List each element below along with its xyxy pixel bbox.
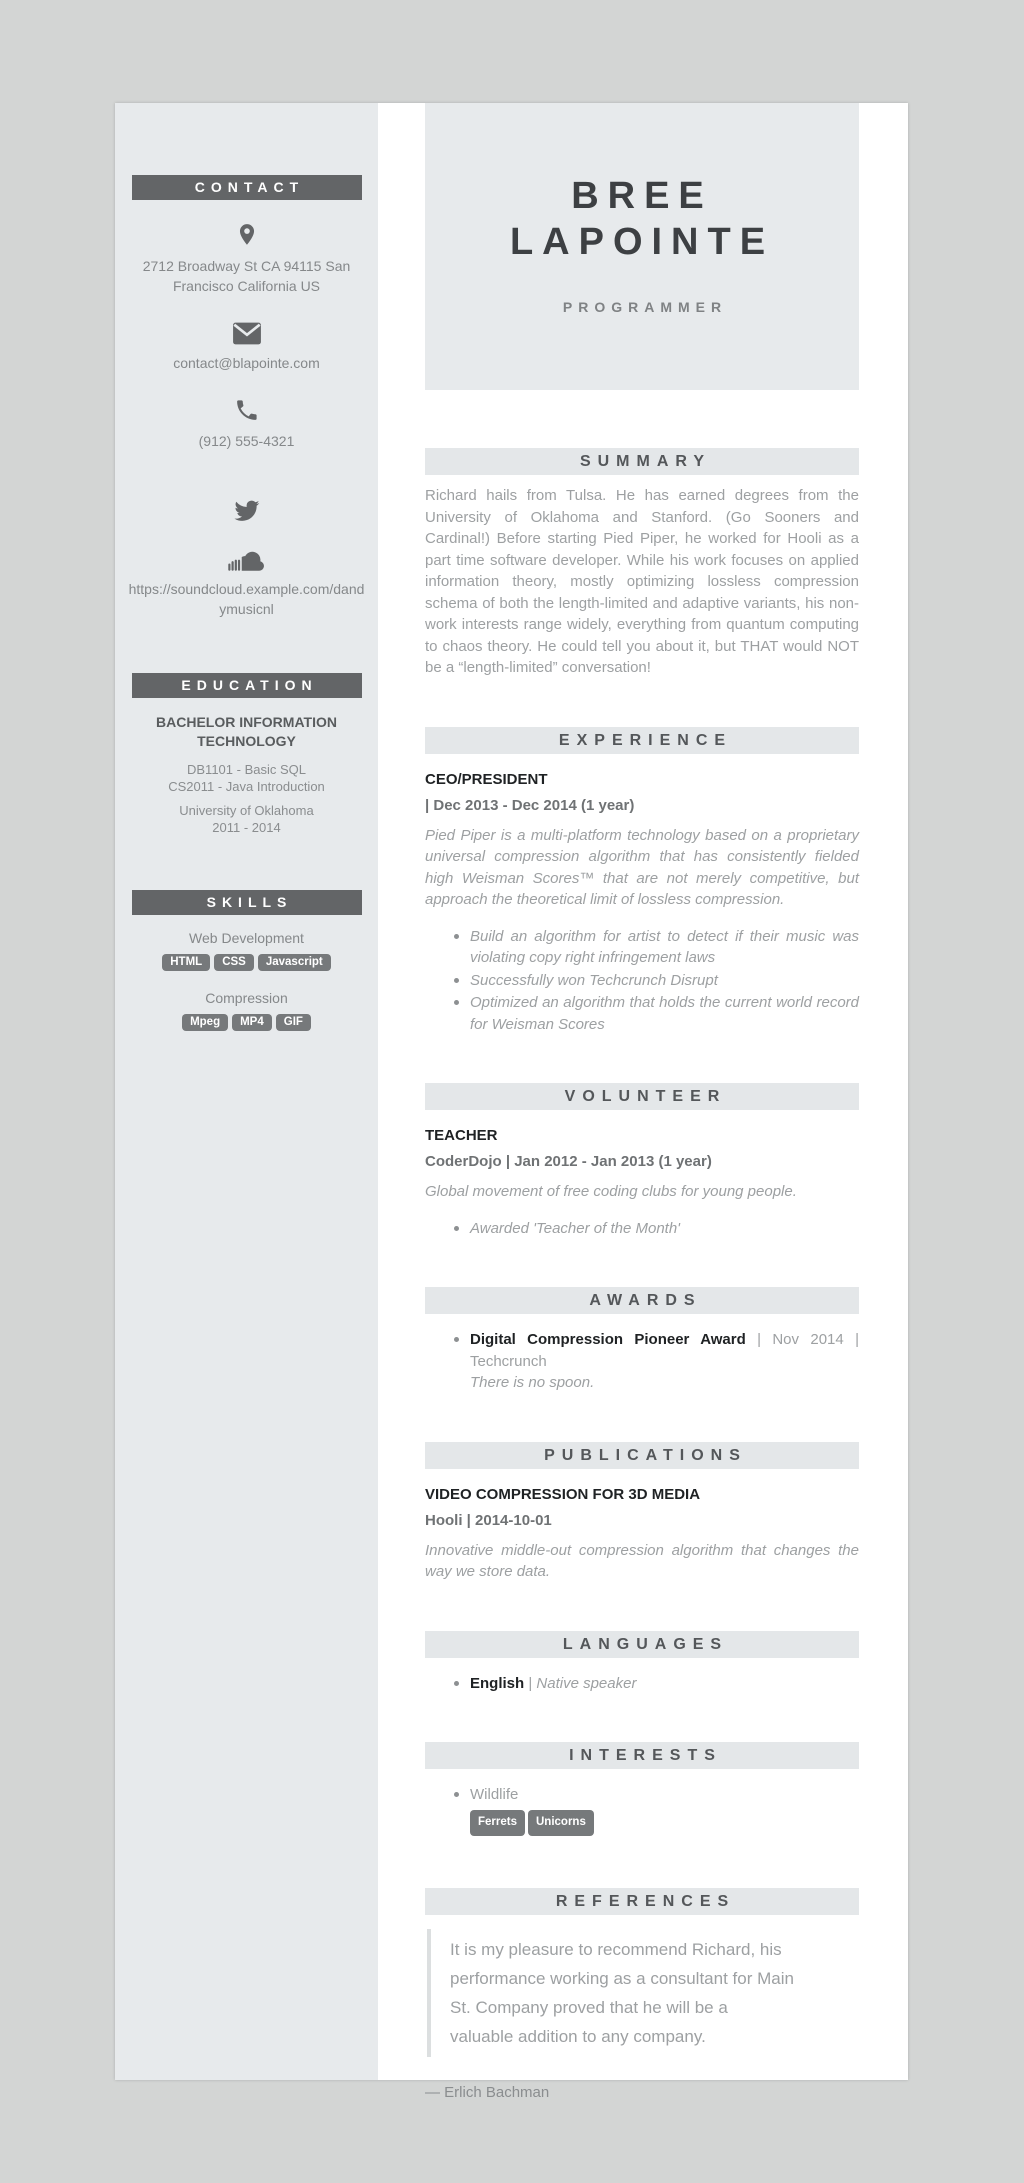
section-experience	[425, 727, 859, 1036]
award-meta: | Nov 2014 | Techcrunch	[470, 1331, 859, 1370]
contact-email-link[interactable]: contact@blapointe.com	[173, 355, 320, 371]
volunteer-description: Global movement of free coding clubs for young people.	[425, 1183, 797, 1200]
language-separator: |	[524, 1674, 537, 1692]
interests-list	[470, 1784, 859, 1840]
list-item: Successfully won Techcrunch Disrupt	[470, 970, 859, 992]
interest-badges	[470, 1810, 859, 1841]
sidebar	[115, 103, 378, 2080]
contact-address: 2712 Broadway St CA 94115 San Francisco California US	[142, 258, 351, 294]
person-name: BREE LAPOINTE	[509, 175, 775, 263]
education-course: CS2011 - Java Introduction	[168, 779, 325, 794]
section-languages	[425, 1631, 859, 1695]
summary-text: Richard hails from Tulsa. He has earned degrees from the University of Oklahoma and Stanford. (Go Sooners and Cardinal!) Before starting Pied Piper, he worked for Hooli as a part time software developer. While his work focuses on applied information theory, mostly optimizing lossless compression schema of both the length-limited and adaptive variants, his non-work interests range widely, everything from quantum computing to chaos theory. He could tell you about it, but THAT would NOT be a “length-limited” conversation!	[425, 487, 859, 676]
skills-section-title: SKILLS	[132, 890, 362, 915]
education-course: DB1101 - Basic SQL	[187, 762, 306, 777]
phone-icon	[115, 398, 378, 423]
interest-name: Wildlife	[470, 1786, 519, 1803]
list-item: Build an algorithm for artist to detect if their music was violating copy right infringement laws	[470, 926, 859, 969]
soundcloud-url-link[interactable]: https://soundcloud.example.com/dandymusicnl	[128, 581, 365, 617]
soundcloud-icon[interactable]	[115, 553, 378, 571]
awards-section-header: AWARDS	[425, 1287, 859, 1314]
interest-badge: Ferrets	[470, 1810, 525, 1837]
list-item: Optimized an algorithm that holds the current world record for Weisman Scores	[470, 992, 859, 1035]
skill-group-label: Web Development	[189, 930, 304, 946]
skill-badge: Javascript	[258, 954, 331, 971]
skill-badges	[115, 952, 378, 975]
references-section-header: REFERENCES	[425, 1888, 859, 1915]
education-period: 2011 - 2014	[212, 820, 281, 835]
education-school-name: University of Oklahoma	[179, 803, 314, 818]
experience-section-header: EXPERIENCE	[425, 727, 859, 754]
skill-badge: GIF	[276, 1014, 311, 1031]
education-section-title: EDUCATION	[132, 673, 362, 698]
volunteer-section-header: VOLUNTEER	[425, 1083, 859, 1110]
list-item: Awarded 'Teacher of the Month'	[470, 1218, 859, 1240]
languages-list	[470, 1673, 859, 1695]
awards-list	[470, 1329, 859, 1394]
twitter-icon[interactable]	[115, 500, 378, 523]
job-description: Pied Piper is a multi-platform technology based on a proprietary universal compression algorithm that has consistently fielded high Weisman Scores™ that are not merely competitive, but approach the theoretical limit of lossless compression.	[425, 826, 859, 908]
publication-dateline: Hooli | 2014-10-01	[425, 1511, 552, 1529]
main-content	[378, 103, 908, 2101]
job-dateline: | Dec 2013 - Dec 2014 (1 year)	[425, 796, 635, 814]
section-summary	[425, 448, 859, 679]
skill-badge: MP4	[232, 1014, 272, 1031]
skill-badges	[115, 1012, 378, 1035]
education-institution	[115, 802, 378, 836]
name-header-block	[425, 103, 859, 390]
envelope-icon	[115, 322, 378, 345]
job-role: CEO/PRESIDENT	[425, 770, 548, 788]
award-item	[470, 1329, 859, 1394]
interest-item	[470, 1784, 859, 1840]
skill-group-label: Compression	[205, 990, 288, 1006]
reference-author: — Erlich Bachman	[425, 2084, 550, 2101]
contact-phone: (912) 555-4321	[198, 433, 295, 449]
skill-badge: HTML	[162, 954, 210, 971]
languages-section-header: LANGUAGES	[425, 1631, 859, 1658]
publication-title: VIDEO COMPRESSION FOR 3D MEDIA	[425, 1485, 701, 1503]
volunteer-role: TEACHER	[425, 1127, 498, 1144]
person-role: PROGRAMMER	[562, 299, 728, 315]
job-highlights-list	[470, 926, 859, 1036]
summary-section-header: SUMMARY	[425, 448, 859, 475]
education-degree: BACHELOR INFORMATION TECHNOLOGY	[156, 714, 337, 749]
skill-badge: CSS	[214, 954, 254, 971]
language-name: English	[470, 1674, 525, 1692]
section-awards	[425, 1287, 859, 1394]
resume-page	[115, 103, 908, 2101]
education-courses	[115, 761, 378, 795]
publications-section-header: PUBLICATIONS	[425, 1442, 859, 1469]
volunteer-dateline: CoderDojo | Jan 2012 - Jan 2013 (1 year)	[425, 1153, 712, 1170]
award-name: Digital Compression Pioneer Award	[470, 1331, 746, 1348]
skill-badge: Mpeg	[182, 1014, 228, 1031]
contact-section-title: CONTACT	[132, 175, 362, 200]
award-note: There is no spoon.	[470, 1374, 595, 1391]
publication-description: Innovative middle-out compression algorithm that changes the way we store data.	[425, 1541, 859, 1580]
interest-badge: Unicorns	[528, 1810, 594, 1837]
language-item	[470, 1673, 859, 1695]
section-interests	[425, 1742, 859, 1840]
language-level: Native speaker	[536, 1674, 637, 1692]
reference-quote: It is my pleasure to recommend Richard, his performance working as a consultant for Main St. Company proved that he will be a valuable addition to any company.	[427, 1929, 795, 2057]
section-references	[425, 1888, 859, 2101]
section-publications	[425, 1442, 859, 1583]
location-pin-icon	[115, 222, 378, 248]
section-volunteer	[425, 1083, 859, 1239]
interests-section-header: INTERESTS	[425, 1742, 859, 1769]
volunteer-highlights-list	[470, 1218, 859, 1240]
